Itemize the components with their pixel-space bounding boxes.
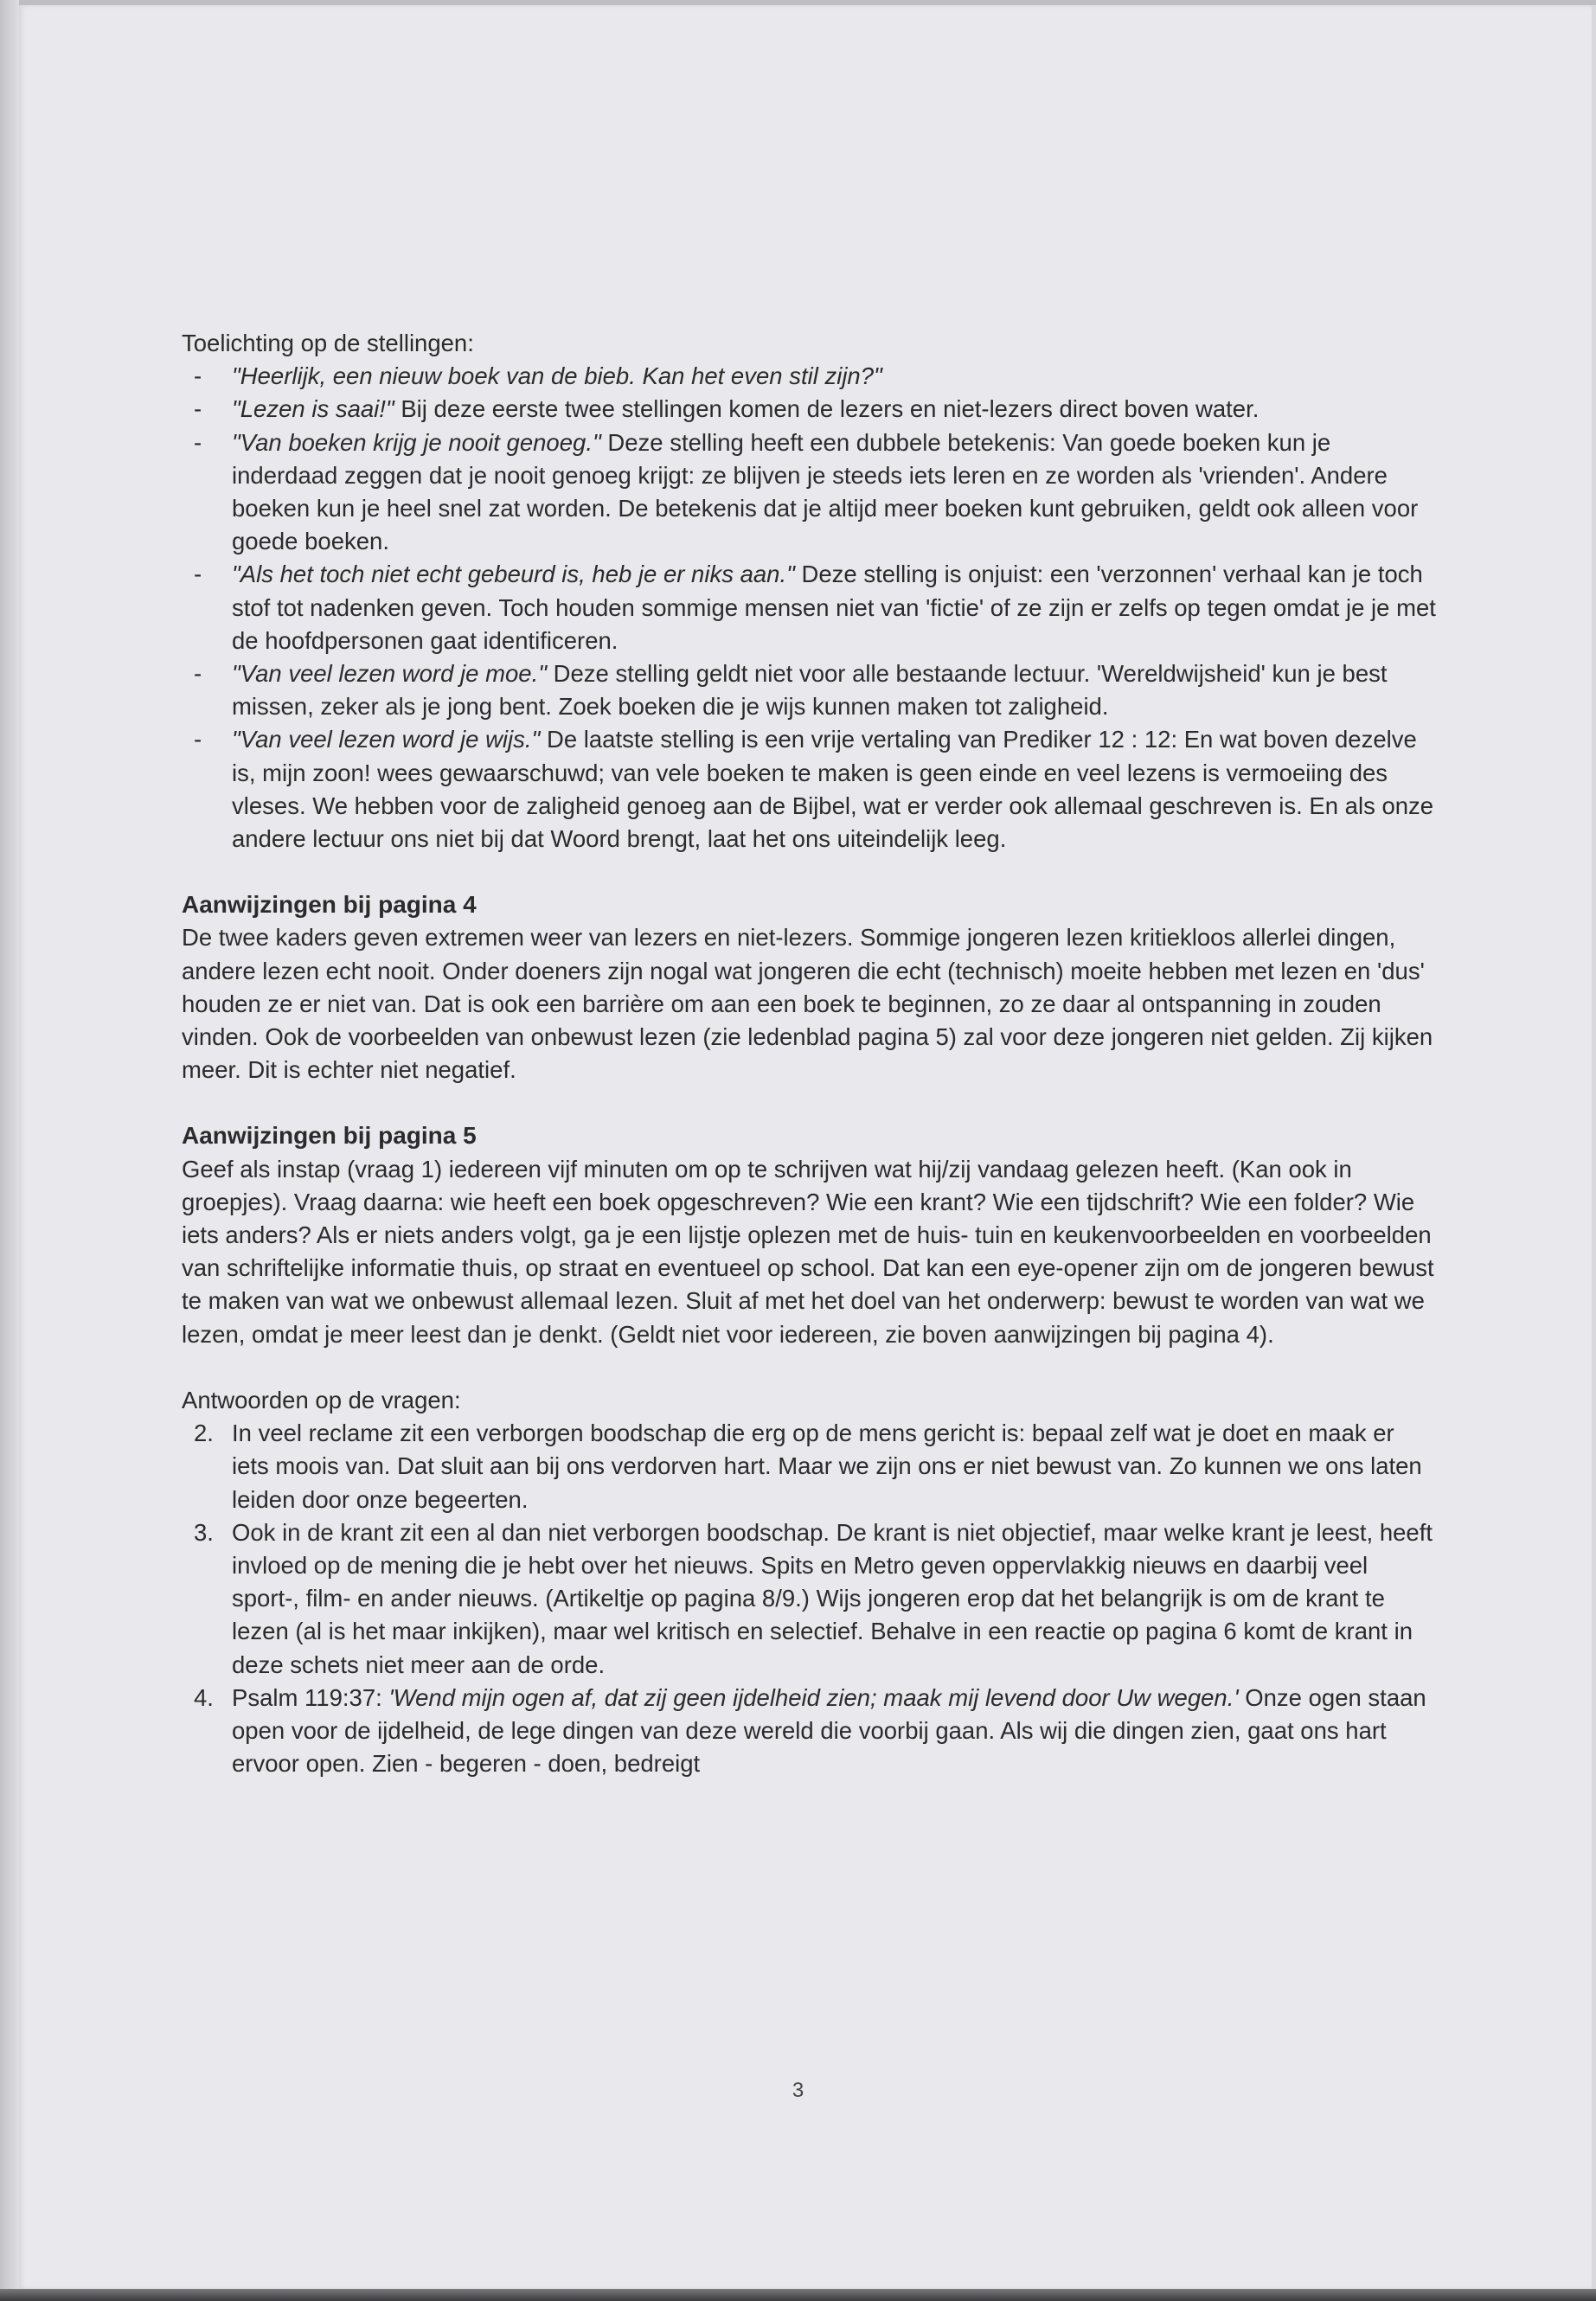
dash-bullet: -: [194, 362, 202, 390]
psalm-quote: 'Wend mijn ogen af, dat zij geen ijdelheid zien; maak mij levend door Uw wegen.': [388, 1683, 1239, 1711]
stelling-quote: "Als het toch niet echt gebeurd is, heb je er niks aan.": [232, 561, 795, 588]
antwoorden-list: [182, 1417, 1436, 1780]
dash-bullet: -: [194, 726, 202, 753]
antwoord-number: 3.: [194, 1518, 214, 1546]
scan-bottom-edge: [0, 2289, 1596, 2301]
stellingen-heading: Toelichting op de stellingen:: [182, 330, 474, 356]
stelling-quote: "Van boeken krijg je nooit genoeg.": [232, 428, 601, 456]
antwoord-item: [182, 1417, 1436, 1516]
page-number: 3: [792, 2079, 804, 2102]
dash-bullet: -: [194, 660, 202, 688]
stelling-quote: "Van veel lezen word je moe.": [232, 660, 547, 688]
antwoord-prefix: Psalm 119:37:: [232, 1683, 389, 1711]
stelling-text: Deze stelling geldt niet voor alle bestaande lectuur. 'Wereldwijsheid' kun je best missen, zeker als je jong bent. Zoek boeken die je wijs kunnen maken tot zaligheid.: [232, 660, 1388, 721]
antwoord-item: [182, 1516, 1436, 1682]
pagina4-heading: Aanwijzingen bij pagina 4: [182, 891, 477, 919]
dash-bullet: -: [194, 395, 202, 423]
pagina5-heading: Aanwijzingen bij pagina 5: [182, 1122, 477, 1150]
pagina5-text: Geef als instap (vraag 1) iedereen vijf minuten om op te schrijven wat hij/zij vandaag gelezen heeft. (Kan ook in groepjes). Vraag daarna: wie heeft een boek opgeschreven? Wie een krant? Wie een tijdschrift? Wie een folder? Wie iets anders? Als er niets anders volgt, ga je een lijstje oplezen met de huis- tuin en keukenvoorbeelden en voorbeelden van schriftelijke informatie thuis, op straat en eventueel op school. Dat kan een eye-opener zijn om de jongeren bewust te maken van wat we onbewust allemaal lezen. Sluit af met het doel van het onderwerp: bewust te worden van wat we lezen, omdat je meer leest dan je denkt. (Geldt niet voor iedereen, zie boven aanwijzingen bij pagina 4).: [182, 1155, 1434, 1348]
stelling-text: Bij deze eerste twee stellingen komen de lezers en niet-lezers direct boven water.: [394, 395, 1259, 423]
stelling-quote: "Van veel lezen word je wijs.": [232, 726, 541, 753]
stelling-item: [182, 558, 1436, 657]
antwoord-item: [182, 1682, 1436, 1781]
stelling-item: [182, 360, 1436, 393]
scan-left-edge: [0, 0, 19, 2301]
antwoord-text: Ook in de krant zit een al dan niet verborgen boodschap. De krant is niet objectief, maar welke krant je leest, heeft invloed op de mening die je hebt over het nieuws. Spits en Metro geven oppervlakkig nieuws en daarbij veel sport-, film- en ander nieuws. (Artikeltje op pagina 8/9.) Wijs jongeren erop dat het belangrijk is om de krant te lezen (al is het maar inkijken), maar wel kritisch en selectief. Behalve in een reactie op pagina 6 komt de krant in deze schets niet meer aan de orde.: [232, 1518, 1433, 1678]
stellingen-list: [182, 360, 1436, 856]
stelling-text: Deze stelling is onjuist: een 'verzonnen' verhaal kan je toch stof tot nadenken geven. Toch houden sommige mensen niet van 'fictie' of ze zijn er zelfs op tegen omdat je je met de hoofdpersonen gaat identificeren.: [232, 561, 1436, 654]
stelling-text: Deze stelling heeft een dubbele betekenis: Van goede boeken kun je inderdaad zeggen dat je nooit genoeg krijgt: ze blijven je steeds iets leren en ze worden als 'vrienden'. Andere boeken kun je heel snel zat worden. De betekenis dat je altijd meer boeken kunt gebruiken, geldt ook alleen voor goede boeken.: [232, 428, 1419, 555]
stelling-quote: "Heerlijk, een nieuw boek van de bieb. Kan het even stil zijn?": [232, 362, 882, 390]
stelling-quote: "Lezen is saai!": [232, 395, 394, 423]
stelling-item: [182, 426, 1436, 559]
antwoord-number: 4.: [194, 1683, 214, 1711]
stelling-item: [182, 657, 1436, 723]
page-content: [182, 327, 1436, 1780]
stelling-item: [182, 393, 1436, 426]
dash-bullet: -: [194, 428, 202, 456]
stelling-text: De laatste stelling is een vrije vertaling van Prediker 12 : 12: En wat boven dezelve is, mijn zoon! wees gewaarschuwd; van vele boeken te maken is geen einde en veel lezens is vermoeiing des vleses. We hebben voor de zaligheid genoeg aan de Bijbel, wat er verder ook allemaal geschreven is. En als onze andere lectuur ons niet bij dat Woord brengt, laat het ons uiteindelijk leeg.: [232, 726, 1434, 853]
antwoord-number: 2.: [194, 1420, 214, 1447]
dash-bullet: -: [194, 561, 202, 588]
antwoord-text: Onze ogen staan open voor de ijdelheid, de lege dingen van deze wereld die voorbij gaan. Als wij die dingen zien, gaat ons hart ervoor open. Zien - begeren - doen, bedreigt: [232, 1683, 1426, 1778]
stelling-item: [182, 723, 1436, 856]
antwoord-text: In veel reclame zit een verborgen boodschap die erg op de mens gericht is: bepaal zelf wat je doet en maak er iets moois van. Dat sluit aan bij ons verdorven hart. Maar we zijn ons er niet bewust van. Zo kunnen we ons laten leiden door onze begeerten.: [232, 1420, 1422, 1513]
pagina4-text: De twee kaders geven extremen weer van lezers en niet-lezers. Sommige jongeren lezen kritiekloos allerlei dingen, andere lezen echt nooit. Onder doeners zijn nogal wat jongeren die echt (technisch) moeite hebben met lezen en 'dus' houden ze er niet van. Dat is ook een barrière om aan een boek te beginnen, zo ze daar al ontspanning in zouden vinden. Ook de voorbeelden van onbewust lezen (zie ledenblad pagina 5) zal voor deze jongeren niet gelden. Zij kijken meer. Dit is echter niet negatief.: [182, 924, 1433, 1084]
antwoorden-heading: Antwoorden op de vragen:: [182, 1386, 461, 1413]
